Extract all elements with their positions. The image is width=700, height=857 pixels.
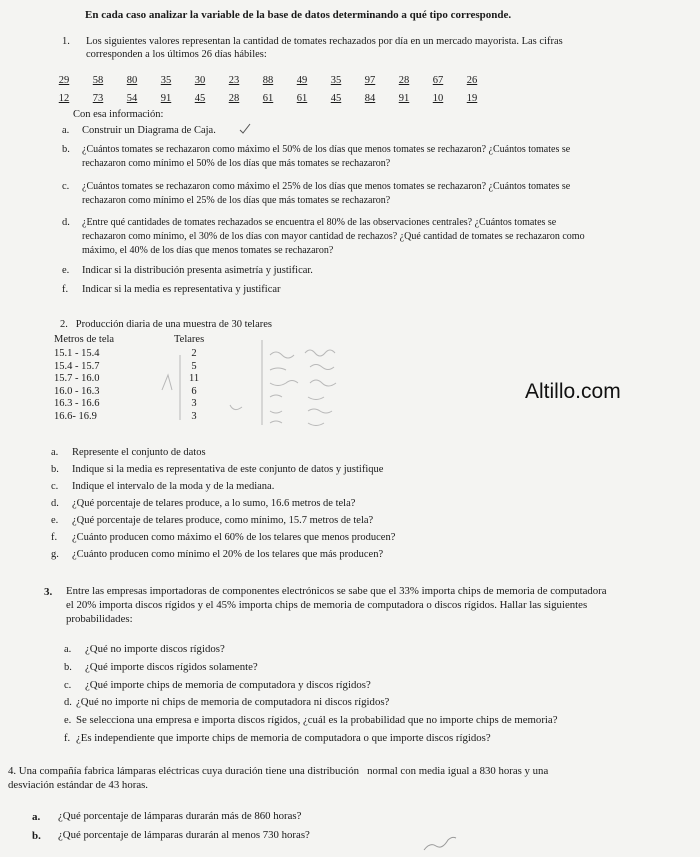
q1-f-letter: f. xyxy=(62,284,69,295)
watermark-logo: Altillo.com xyxy=(525,380,621,403)
q2-e-text: ¿Qué porcentaje de telares produce, como mínimo, 15.7 metros de tela? xyxy=(72,515,374,526)
q2-intervals xyxy=(54,347,100,422)
value-cell: 26 xyxy=(466,75,478,86)
q2-a-text: Represente el conjunto de datos xyxy=(72,447,206,458)
q3-number: 3. xyxy=(44,586,53,598)
value-cell: 58 xyxy=(92,75,104,86)
value-cell: 23 xyxy=(228,75,240,86)
value-cell: 29 xyxy=(58,75,70,86)
q1-a-text: Construir un Diagrama de Caja. xyxy=(82,125,216,136)
q1-con-esa: Con esa información: xyxy=(73,109,164,120)
q1-values-row1 xyxy=(52,70,484,88)
q2-a-letter: a. xyxy=(51,447,59,458)
q1-b-line1: ¿Cuántos tomates se rechazaron como máximo el 50% de los días que menos tomates se rechazaron? ¿Cuántos tomates se xyxy=(82,144,571,155)
q2-e-letter: e. xyxy=(51,515,59,526)
value-cell: 73 xyxy=(92,93,104,104)
q4-line1: 4. Una compañía fabrica lámparas eléctricas cuya duración tiene una distribución normal con media igual a 830 horas y una xyxy=(8,765,549,777)
q3-d-letter: d. xyxy=(64,697,72,708)
value-cell: 84 xyxy=(364,93,376,104)
q2-d-text: ¿Qué porcentaje de telares produce, a lo sumo, 16.6 metros de tela? xyxy=(72,498,356,509)
value-cell: 10 xyxy=(432,93,444,104)
q2-b-letter: b. xyxy=(51,464,59,475)
value-cell: 67 xyxy=(432,75,444,86)
interval-cell: 16.0 - 16.3 xyxy=(54,385,100,397)
q3-c-letter: c. xyxy=(64,680,72,691)
q2-title: 2. Producción diaria de una muestra de 30 telares xyxy=(60,319,272,330)
value-cell: 12 xyxy=(58,93,70,104)
q1-d-line2: rechazaron como mínimo, el 30% de los días con mayor cantidad de rechazos? ¿Qué cantidad de tomates se rechazaron como xyxy=(82,231,585,242)
q1-c-letter: c. xyxy=(62,181,70,192)
q2-col-telares: Telares xyxy=(174,334,205,345)
q3-line3: probabilidades: xyxy=(66,613,133,625)
value-cell: 80 xyxy=(126,75,138,86)
value-cell: 61 xyxy=(296,93,308,104)
count-cell: 3 xyxy=(191,410,197,422)
q2-f-letter: f. xyxy=(51,532,58,543)
value-cell: 88 xyxy=(262,75,274,86)
interval-cell: 16.3 - 16.6 xyxy=(54,398,100,409)
value-cell: 45 xyxy=(330,93,342,104)
value-cell: 91 xyxy=(160,93,172,104)
q3-d-text: ¿Qué no importe ni chips de memoria de computadora ni discos rígidos? xyxy=(76,696,390,708)
q3-f-text: ¿Es independiente que importe chips de memoria de computadora o que importe discos rígidos? xyxy=(76,732,491,744)
q1-d-letter: d. xyxy=(62,217,70,228)
q1-intro-line2: corresponden a los últimos 26 días hábiles: xyxy=(86,49,267,60)
q3-line1: Entre las empresas importadoras de componentes electrónicos se sabe que el 33% importa chips de memoria de computadora xyxy=(66,585,607,597)
q1-e-letter: e. xyxy=(62,265,70,276)
q1-d-line1: ¿Entre qué cantidades de tomates rechazados se encuentra el 80% de las observaciones centrales? ¿Cuántos tomates se xyxy=(82,217,557,228)
q1-c-line2: rechazaron como mínimo el 25% de los días que más tomates se rechazaron? xyxy=(82,195,391,206)
count-cell: 11 xyxy=(189,373,200,384)
value-cell: 28 xyxy=(398,75,410,86)
q1-number: 1. xyxy=(62,36,70,47)
interval-cell: 15.1 - 15.4 xyxy=(54,348,100,359)
value-cell: 97 xyxy=(364,75,376,86)
q3-line2: el 20% importa discos rígidos y el 45% importa chips de memoria de computadora o discos rígidos. Hallar las siguientes xyxy=(66,599,588,611)
value-cell: 49 xyxy=(296,75,308,86)
value-cell: 30 xyxy=(194,75,206,86)
q2-c-text: Indique el intervalo de la moda y de la mediana. xyxy=(72,481,275,492)
q2-f-text: ¿Cuánto producen como máximo el 60% de los telares que menos producen? xyxy=(72,532,396,543)
value-cell: 35 xyxy=(160,75,172,86)
q3-b-text: ¿Qué importe discos rígidos solamente? xyxy=(85,661,258,673)
count-cell: 6 xyxy=(191,385,197,397)
q3-a-letter: a. xyxy=(64,644,72,655)
q2-g-text: ¿Cuánto producen como mínimo el 20% de los telares que más producen? xyxy=(72,549,384,560)
q4-line2: desviación estándar de 43 horas. xyxy=(8,779,149,791)
q3-a-text: ¿Qué no importe discos rígidos? xyxy=(85,643,225,655)
q3-f-letter: f. xyxy=(64,733,71,744)
q1-f-text: Indicar si la media es representativa y justificar xyxy=(82,284,281,295)
q1-values-row2 xyxy=(52,88,484,106)
q1-b-line2: rechazaron como mínimo el 50% de los días que más tomates se rechazaron? xyxy=(82,158,391,169)
q3-e-text: Se selecciona una empresa e importa discos rígidos, ¿cuál es la probabilidad que no importe chips de memoria? xyxy=(76,714,558,726)
q4-b-letter: b. xyxy=(32,830,41,842)
count-cell: 3 xyxy=(191,398,197,409)
q4-a-text: ¿Qué porcentaje de lámparas durarán más de 860 horas? xyxy=(58,810,302,822)
interval-cell: 15.4 - 15.7 xyxy=(54,360,100,372)
value-cell: 19 xyxy=(466,93,478,104)
count-cell: 2 xyxy=(191,348,197,359)
q2-d-letter: d. xyxy=(51,498,59,509)
q1-e-text: Indicar si la distribución presenta asimetría y justificar. xyxy=(82,265,313,276)
value-cell: 54 xyxy=(126,93,138,104)
q1-intro-line1: Los siguientes valores representan la cantidad de tomates rechazados por día en un mercado mayorista. Las cifras xyxy=(86,36,563,47)
value-cell: 61 xyxy=(262,93,274,104)
q4-b-text: ¿Qué porcentaje de lámparas durarán al menos 730 horas? xyxy=(58,829,310,841)
value-cell: 45 xyxy=(194,93,206,104)
handwritten-scribbles xyxy=(150,335,360,435)
q1-c-line1: ¿Cuántos tomates se rechazaron como máximo el 25% de los días que menos tomates se rechazaron? ¿Cuántos tomates se xyxy=(82,181,571,192)
value-cell: 28 xyxy=(228,93,240,104)
checkmark-icon xyxy=(238,122,252,136)
q2-g-letter: g. xyxy=(51,549,59,560)
q1-b-letter: b. xyxy=(62,144,70,155)
q2-b-text: Indique si la media es representativa de este conjunto de datos y justifique xyxy=(72,464,384,475)
q2-c-letter: c. xyxy=(51,481,59,492)
q3-e-letter: e. xyxy=(64,715,72,726)
count-cell: 5 xyxy=(191,360,197,372)
value-cell: 35 xyxy=(330,75,342,86)
interval-cell: 15.7 - 16.0 xyxy=(54,373,100,384)
q1-d-line3: máximo, el 40% de los días que menos tomates se rechazaron? xyxy=(82,245,334,256)
q3-b-letter: b. xyxy=(64,662,72,673)
interval-cell: 16.6- 16.9 xyxy=(54,410,97,422)
q2-col-meters: Metros de tela xyxy=(54,334,115,345)
q1-a-letter: a. xyxy=(62,125,70,136)
q3-c-text: ¿Qué importe chips de memoria de computadora y discos rígidos? xyxy=(85,679,371,691)
page-header: En cada caso analizar la variable de la base de datos determinando a qué tipo corresponde. xyxy=(85,9,512,21)
q4-a-letter: a. xyxy=(32,811,41,823)
value-cell: 91 xyxy=(398,93,410,104)
pencil-scribble xyxy=(420,832,460,854)
